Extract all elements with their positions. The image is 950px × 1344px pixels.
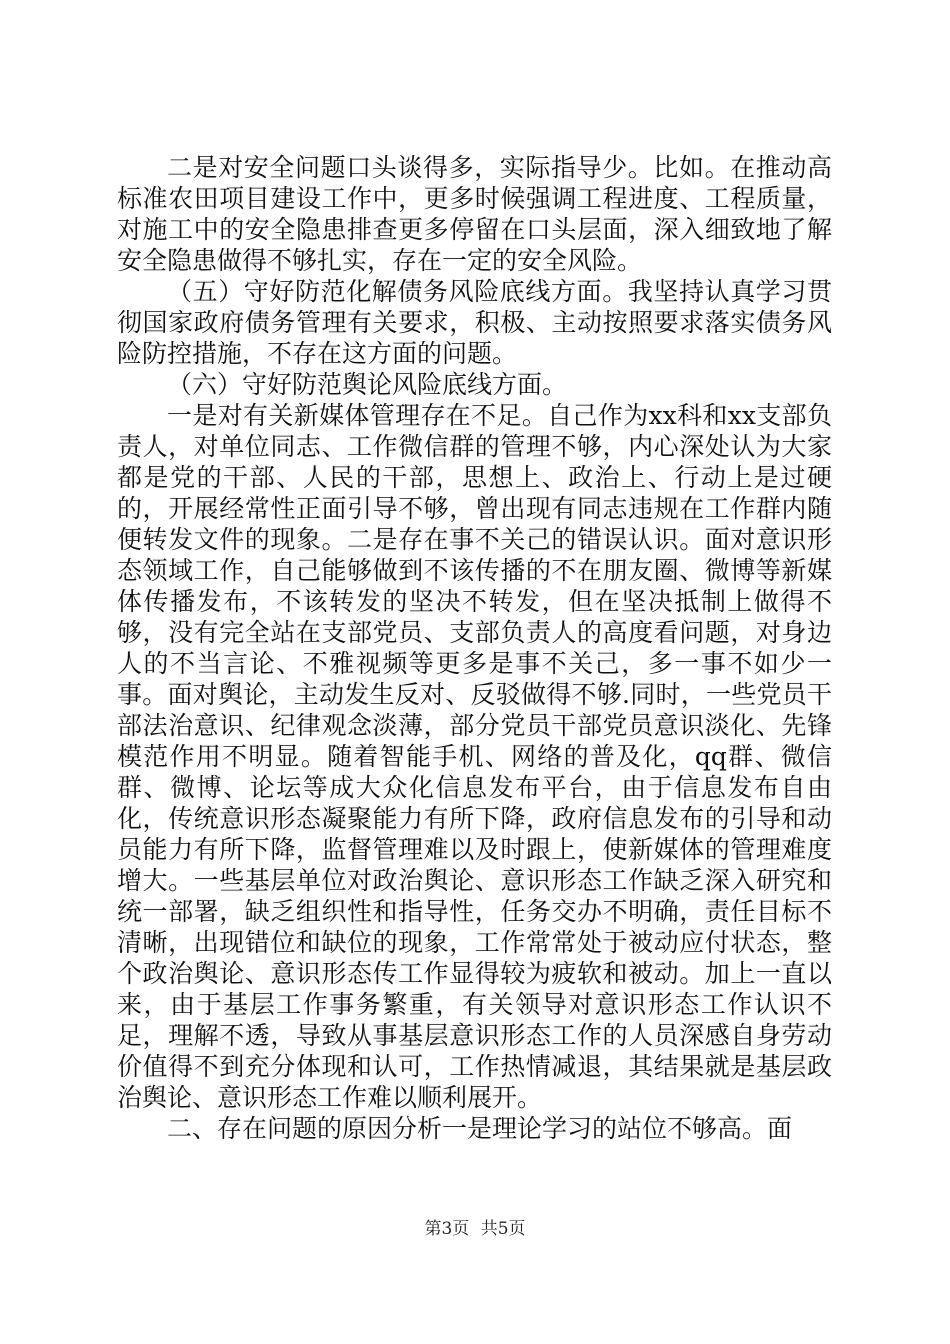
paragraph-new-media-management: 一是对有关新媒体管理存在不足。自己作为xx科和xx支部负责人，对单位同志、工作微信群的管理不够，内心深处认为大家都是党的干部、人民的干部，思想上、政治上、行动上是过硬的，开展经常性正面引导不够，曾出现有同志违规在工作群内随便转发文件的现象。二是存在事不关己的错误认识。面对意识形态领域工作，自己能够做到不该传播的不在朋友圈、微博等新媒体传播发布，不该转发的坚决不转发，但在坚决抵制上做得不够，没有完全站在支部党员、支部负责人的高度看问题，对身边人的不当言论、不雅视频等更多是事不关己，多一事不如少一事。面对舆论，主动发生反对、反驳做得不够.同时，一些党员干部法治意识、纪律观念淡薄，部分党员干部党员意识淡化、先锋模范作用不明显。随着智能手机、网络的普及化，qq群、微信群、微博、论坛等成大众化信息发布平台，由于信息发布自由化，传统意识形态凝聚能力有所下降，政府信息发布的引导和动员能力有所下降，监督管理难以及时跟上，使新媒体的管理难度增大。一些基层单位对政治舆论、意识形态工作缺乏深入研究和统一部署，缺乏组织性和指导性，任务交办不明确，责任目标不清晰，出现错位和缺位的现象，工作常常处于被动应付状态，整个政治舆论、意识形态传工作显得较为疲软和被动。加上一直以来，由于基层工作事务繁重，有关领导对意识形态工作认识不足，理解不透，导致从事基层意识形态工作的人员深感自身劳动价值得不到充分体现和认可，工作热情减退，其结果就是基层政治舆论、意识形态工作难以顺利展开。 <box>117 401 832 1112</box>
paragraph-cause-analysis: 二、存在问题的原因分析一是理论学习的站位不够高。面 <box>167 1114 793 1143</box>
document-body <box>117 152 832 1144</box>
page-footer: 第3页 共5页 <box>424 1219 526 1239</box>
paragraph-opinion-risk-heading: （六）守好防范舆论风险底线方面。 <box>167 370 568 399</box>
paragraph-debt-risk: （五）守好防范化解债务风险底线方面。我坚持认真学习贯彻国家政府债务管理有关要求，积极、主动按照要求落实债务风险防控措施，不存在这方面的问题。 <box>117 277 832 368</box>
paragraph-safety-guidance: 二是对安全问题口头谈得多，实际指导少。比如。在推动高标准农田项目建设工作中，更多时候强调工程进度、工程质量，对施工中的安全隐患排查更多停留在口头层面，深入细致地了解安全隐患做得不够扎实，存在一定的安全风险。 <box>117 153 832 275</box>
